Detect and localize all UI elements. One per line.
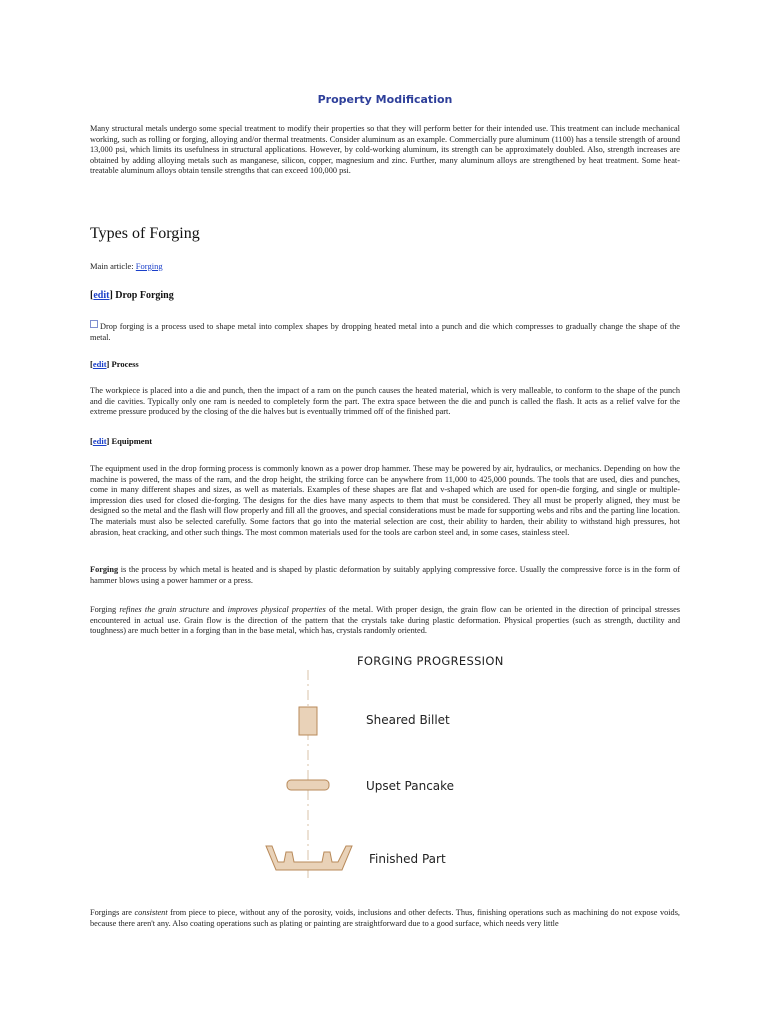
grain-text-2: and [209,605,228,614]
forging-bold-term: Forging [90,565,119,574]
consistent-italic: consistent [134,908,168,917]
grain-text-3: of the metal. With proper design, the grain flow can be oriented in the direction of principal stresses encountered in actual use. Grain flow is the direction of the pattern that the crystals take during plastic deformation. Physical properties (such as strength, ductility and toughness) are much better in a forging than in the base metal, which has, crystals randomly oriented. [90,605,680,636]
edit-link-process[interactable]: edit [92,359,107,369]
process-paragraph: The workpiece is placed into a die and punch, then the impact of a ram on the punch causes the heated material, which is very malleable, to conform to the shape of the punch and die cavities. Typically only one ram is needed to completely form the part. The extra space between the die and punch is called the flash. It acts as a relief valve for the extreme pressure produced by the closing of the die halves but is eventually trimmed off of the finished part. [90,386,680,417]
grain-italic-1: refines the grain structure [119,605,210,614]
consistent-text-1: Forgings are [90,908,135,917]
drop-forging-heading-text: Drop Forging [115,290,174,301]
image-placeholder-icon[interactable] [90,320,98,328]
label-sheared-billet: Sheared Billet [366,713,450,727]
drop-forging-paragraph [90,320,680,343]
types-of-forging-heading: Types of Forging [90,225,200,242]
equipment-heading: [edit] Equipment [90,436,153,446]
grain-structure-paragraph [90,605,680,637]
property-modification-paragraph: Many structural metals undergo some special treatment to modify their properties so that they will perform better for their intended use. This treatment can include mechanical working, such as rolling or forging, alloying and/or thermal treatments. Consider aluminum as an example. Commercially pure aluminum (1100) has a tensile strength of around 13,000 psi, which limits its usefulness in structural applications. However, by cold-working aluminum, its strength can be approximately doubled. Also, strength increases are obtained by adding alloying metals such as manganese, silicon, copper, magnesium and zinc. Further, many aluminum alloys are strengthened by heat treatment. Some heat-treatable aluminum alloys obtain tensile strengths that can exceed 100,000 psi. [90,124,680,176]
label-upset-pancake: Upset Pancake [366,779,455,793]
main-article-prefix: Main article: [90,261,136,271]
figure-title: FORGING PROGRESSION [357,654,504,668]
forging-article-link[interactable]: Forging [135,261,163,271]
sheared-billet-shape [299,707,317,735]
main-article-line [90,261,680,272]
forging-definition-text: is the process by which metal is heated and is shaped by plastic deformation by suitably applying compressive force. Usually the compressive force is in the form of hammer blows using a power hammer or a press. [90,565,680,585]
upset-pancake-shape [287,780,329,790]
consistent-paragraph [90,908,680,929]
process-heading-text: Process [111,359,139,369]
equipment-paragraph: The equipment used in the drop forming process is commonly known as a power drop hammer. These may be powered by air, hydraulics, or mechanics. Depending on how the machine is powered, the mass of the ram, and the drop height, the striking force can be anywhere from 11,000 to 425,000 pounds. The tools that are used, dies and punches, come in many different shapes and sizes, as well as materials. Examples of these shapes are flat and v-shaped which are used for open-die forging, and single or multiple-impression dies used for closed die-forging. The designs for the dies have many aspects to them that must be considered. They all must be properly aligned, they must be designed so the metal and the flash will flow properly and fill all the grooves, and special considerations must be made for supporting webs and ribs and the parting line location. The materials must also be selected carefully. Some factors that go into the material selection are cost, their ability to harden, their ability to withstand high pressures, hot abrasion, heat cracking, and other such things. The most common materials used for the tools are carbon steel and, in some cases, stainless steel. [90,464,680,537]
process-heading: [edit] Process [90,359,139,369]
edit-link-equipment[interactable]: edit [92,436,107,446]
equipment-heading-text: Equipment [111,436,153,446]
forging-progression-figure [262,648,562,888]
drop-forging-heading: [edit] Drop Forging [90,290,174,301]
grain-italic-2: improves physical properties [227,605,326,614]
label-finished-part: Finished Part [369,852,446,866]
finished-part-shape [266,846,352,870]
consistent-text-2: from piece to piece, without any of the porosity, voids, inclusions and other defects. Thus, finishing operations such as machining do not expose voids, because there aren't any. Also coating operations such as plating or painting are straightforward due to a good surface, which needs very little [90,908,680,928]
grain-text-1: Forging [90,605,120,614]
drop-forging-text: Drop forging is a process used to shape metal into complex shapes by dropping heated metal into a punch and die which compresses to gradually change the shape of the metal. [90,322,680,342]
property-modification-title: Property Modification [317,93,453,106]
forging-definition-paragraph [90,565,680,586]
edit-link-drop-forging[interactable]: edit [93,290,110,301]
